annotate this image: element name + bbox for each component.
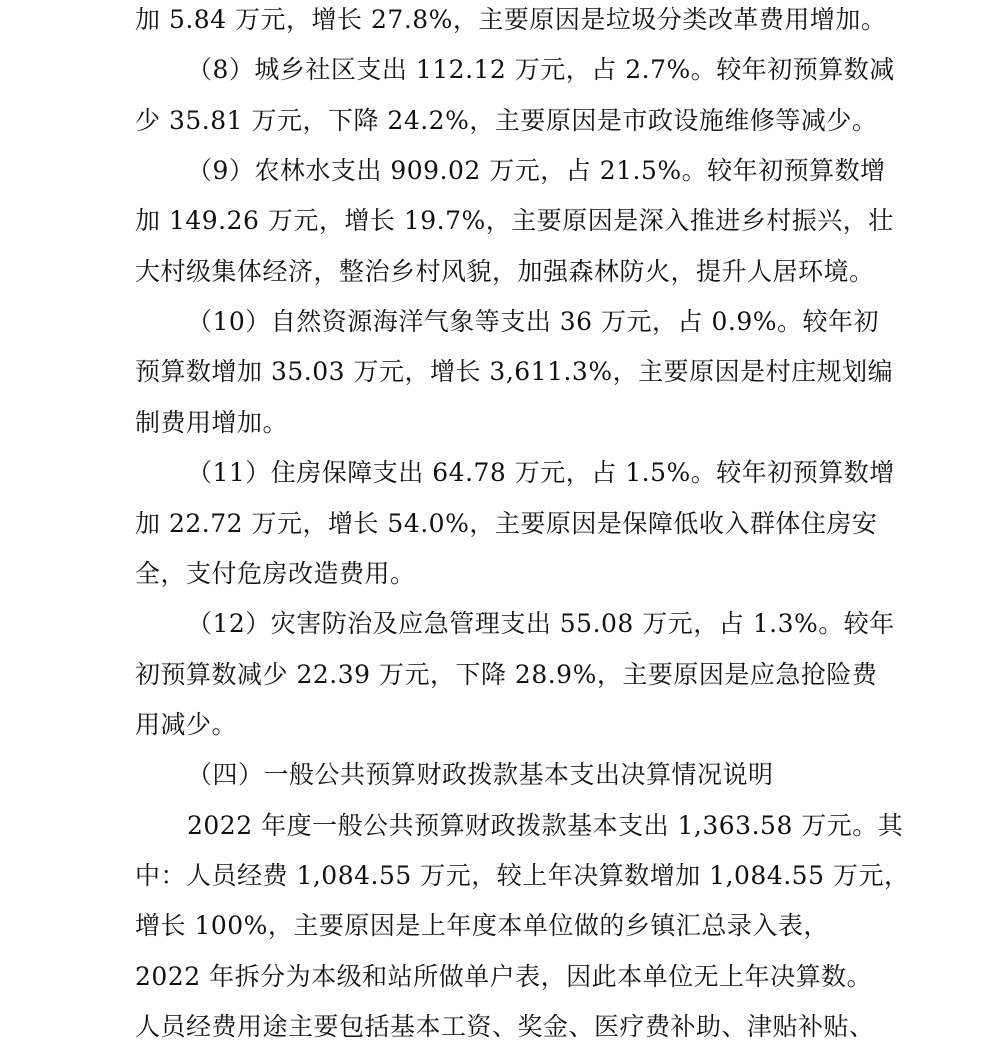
paragraph-line: （11）住房保障支出 64.78 万元，占 1.5%。较年初预算数增 — [187, 458, 895, 487]
paragraph-line: 加 22.72 万元，增长 54.0%，主要原因是保障低收入群体住房安 — [135, 509, 878, 538]
paragraph-line: 预算数增加 35.03 万元，增长 3,611.3%，主要原因是村庄规划编 — [135, 357, 894, 386]
paragraph-line: 增长 100%，主要原因是上年度本单位做的乡镇汇总录入表， — [135, 911, 829, 940]
paragraph-line: （12）灾害防治及应急管理支出 55.08 万元，占 1.3%。较年 — [187, 609, 895, 638]
paragraph-line: 初预算数减少 22.39 万元，下降 28.9%，主要原因是应急抢险费 — [135, 660, 878, 689]
paragraph-line: 大村级集体经济，整治乡村风貌，加强森林防火，提升人居环境。 — [135, 257, 875, 286]
paragraph-line: 2022 年拆分为本级和站所做单户表，因此本单位无上年决算数。 — [135, 962, 873, 991]
paragraph-line: 用减少。 — [135, 710, 238, 739]
paragraph-line: （10）自然资源海洋气象等支出 36 万元，占 0.9%。较年初 — [187, 307, 879, 336]
paragraph-line: 加 5.84 万元，增长 27.8%，主要原因是垃圾分类改革费用增加。 — [135, 5, 887, 34]
paragraph-line: 2022 年度一般公共预算财政拨款基本支出 1,363.58 万元。其 — [187, 811, 904, 840]
paragraph-line: （8）城乡社区支出 112.12 万元，占 2.7%。较年初预算数减 — [187, 55, 895, 84]
section-heading: （四）一般公共预算财政拨款基本支出决算情况说明 — [187, 760, 774, 789]
paragraph-line: 全，支付危房改造费用。 — [135, 559, 416, 588]
paragraph-line: （9）农林水支出 909.02 万元，占 21.5%。较年初预算数增 — [187, 156, 886, 185]
paragraph-line: 中：人员经费 1,084.55 万元，较上年决算数增加 1,084.55 万元， — [135, 861, 910, 890]
paragraph-line: 制费用增加。 — [135, 408, 289, 437]
paragraph-line: 加 149.26 万元，增长 19.7%，主要原因是深入推进乡村振兴，壮 — [135, 206, 894, 235]
paragraph-line: 少 35.81 万元，下降 24.2%，主要原因是市政设施维修等减少。 — [135, 106, 878, 135]
paragraph-line: 人员经费用途主要包括基本工资、奖金、医疗费补助、津贴补贴、 — [135, 1012, 875, 1041]
